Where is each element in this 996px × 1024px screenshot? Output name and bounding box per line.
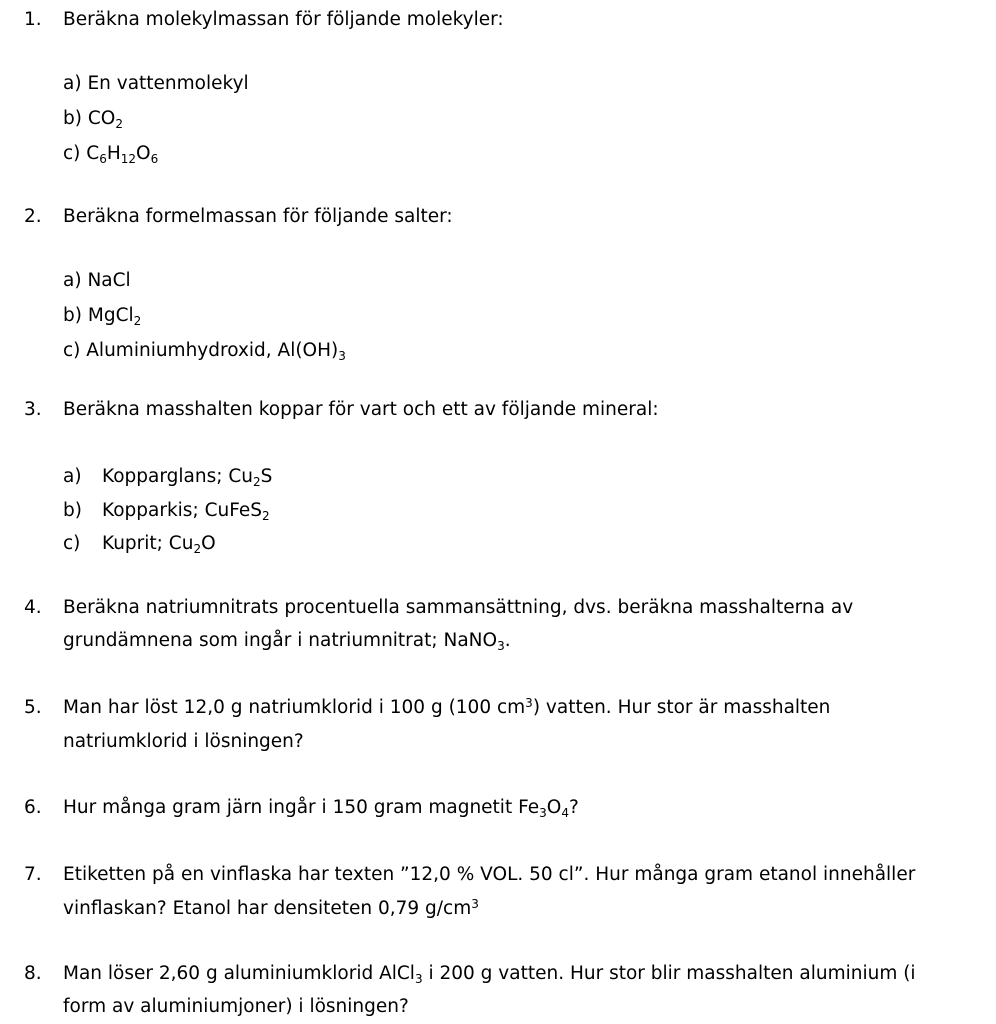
question-2-text: Beräkna formelmassan för följande salter: bbox=[63, 206, 453, 227]
question-2-item-c: c) Aluminiumhydroxid, $Al(OH)_3$ bbox=[63, 340, 346, 363]
question-4-number: 4. bbox=[24, 597, 42, 618]
question-3-item-b-label: b) bbox=[63, 500, 82, 521]
question-3-item-b: Kopparkis; CuFeS$_2$ bbox=[102, 500, 270, 523]
question-8-line-2: form av aluminiumjoner) i lösningen? bbox=[63, 996, 409, 1017]
question-1-number: 1. bbox=[24, 9, 42, 30]
question-3-item-a-label: a) bbox=[63, 466, 82, 487]
question-3-item-a: Kopparglans; $Cu_2S$ bbox=[102, 466, 273, 489]
question-2-number: 2. bbox=[24, 206, 42, 227]
question-1-item-b: b) $CO_2$ bbox=[63, 108, 123, 131]
question-2-item-b: b) MgCl$_2$ bbox=[63, 305, 142, 328]
question-7-line-1: Etiketten på en vinflaska har texten ”12,0 % VOL. 50 cl”. Hur många gram etanol innehåller bbox=[63, 864, 916, 885]
question-8-line-1: Man löser 2,60 g aluminiumklorid AlCl$_3$ i 200 g vatten. Hur stor blir masshalten aluminium (i bbox=[63, 963, 916, 986]
question-4-line-2: grundämnena som ingår i natriumnitrat; NaNO$_3$. bbox=[63, 630, 511, 653]
question-5-number: 5. bbox=[24, 697, 42, 718]
question-2-item-a: a) NaCl bbox=[63, 270, 131, 291]
question-3-item-c-label: c) bbox=[63, 533, 81, 554]
question-7-line-2: vinflaskan? Etanol har densiteten 0,79 $g/cm^3$ bbox=[63, 897, 479, 919]
question-5-line-2: natriumklorid i lösningen? bbox=[63, 731, 304, 752]
question-5-line-1: Man har löst 12,0 g natriumklorid i 100 g (100 $cm^3$) vatten. Hur stor är masshalten bbox=[63, 696, 831, 718]
question-6-text: Hur många gram järn ingår i 150 gram magnetit $Fe_3O_4$? bbox=[63, 797, 579, 820]
question-4-line-1: Beräkna natriumnitrats procentuella sammansättning, dvs. beräkna masshalterna av bbox=[63, 597, 854, 618]
question-1-item-a: a) En vattenmolekyl bbox=[63, 73, 249, 94]
question-3-text: Beräkna masshalten koppar för vart och ett av följande mineral: bbox=[63, 399, 659, 420]
question-1-item-c: c) $C_6H_{12}O_6$ bbox=[63, 143, 159, 166]
question-6-number: 6. bbox=[24, 797, 42, 818]
question-3-item-c: Kuprit; $Cu_2O$ bbox=[102, 533, 216, 556]
question-7-number: 7. bbox=[24, 864, 42, 885]
question-1-text: Beräkna molekylmassan för följande molekyler: bbox=[63, 9, 504, 30]
question-8-number: 8. bbox=[24, 963, 42, 984]
question-3-number: 3. bbox=[24, 399, 42, 420]
